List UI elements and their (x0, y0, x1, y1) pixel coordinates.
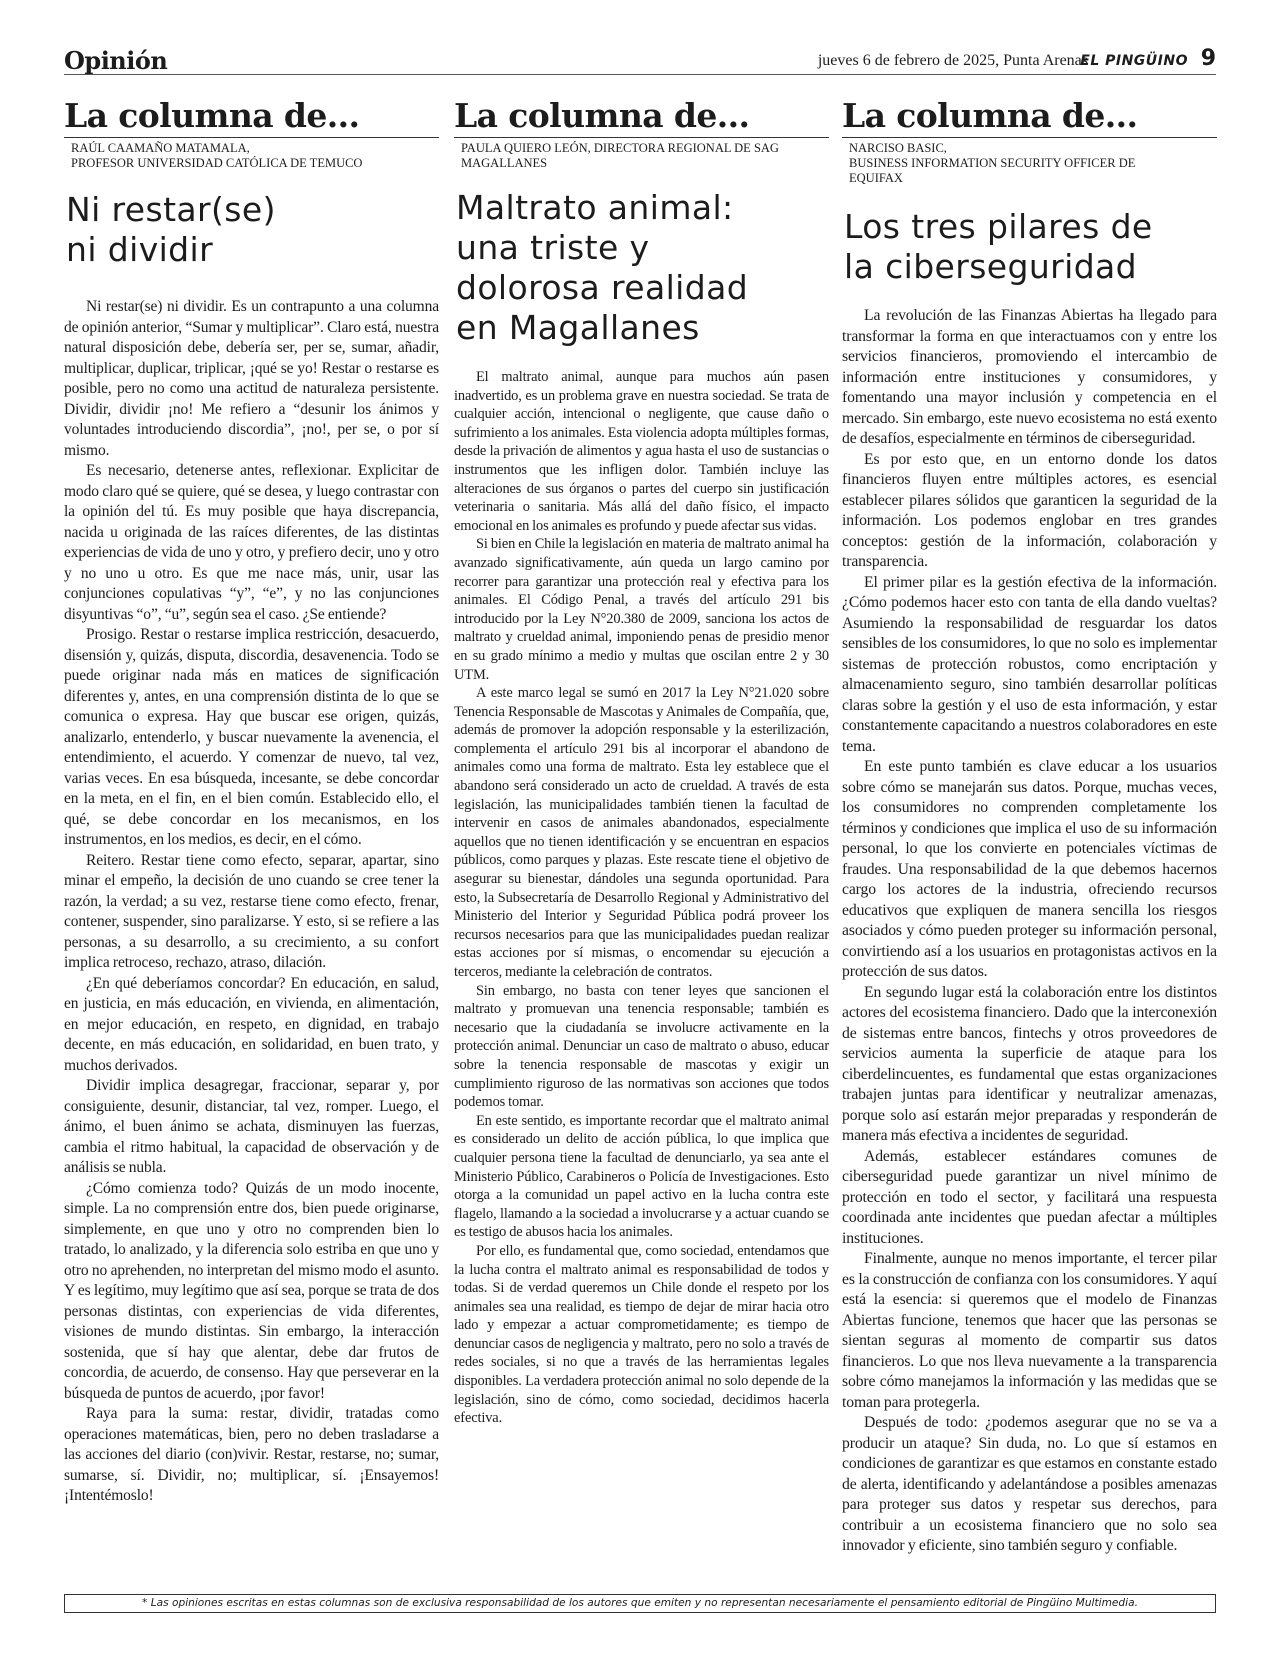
body-paragraph: El primer pilar es la gestión efectiva de la información. ¿Cómo podemos hacer esto con tanta de ella dando vueltas? Asumiendo la responsabilidad de resguardar los datos sensibles de los consumidores, lo que no solo es implementar sistemas de protección robustos, como encriptación y almacenamiento seguro, sino también desarrollar políticas claras sobre la gestión y el uso de esta información, y estar constantemente capacitando a nuestros colaboradores en este tema. (842, 573, 1217, 755)
body-paragraph: En este punto también es clave educar a los usuarios sobre cómo se manejarán sus datos. Porque, muchas veces, los consumidores no comprenden completamente los términos y condiciones que implica el uso de su información personal, lo que los convierte en potenciales víctimas de fraudes. Una responsabilidad de la que debemos hacernos cargo los actores de la industria, ofreciendo recursos educativos que expliquen de manera sencilla los riesgos asociados y cómo pueden proteger su información personal, convirtiendo así a los usuarios en protagonistas activos en la protección de sus datos. (842, 758, 1217, 980)
article-body (842, 306, 1217, 1557)
page-header (64, 46, 1216, 75)
article-body (454, 368, 829, 1428)
article-title (842, 207, 1217, 287)
newspaper-logo: EL PINGÜINO (1080, 53, 1188, 69)
body-paragraph: Sin embargo, no basta con tener leyes que sancionen el maltrato y promuevan una tenencia responsable; también es necesario que la ciudadanía se involucre activamente en la protección animal. Denunciar un caso de maltrato o abuso, educar sobre la tenencia responsable de mascotas y exigir un cumplimiento riguroso de las normativas son acciones que todos podemos tomar. (454, 982, 829, 1111)
editorial-disclaimer: * Las opiniones escritas en estas columnas son de exclusiva responsabilidad de los autores que emiten y no representan necesariamente el pensamiento editorial de Pingüino Multimedia. (64, 1594, 1216, 1613)
column-kicker: La columna de... (842, 96, 1217, 138)
body-paragraph: Prosigo. Restar o restarse implica restricción, desacuerdo, disensión y, quizás, disputa, discordia, desavenencia. Todo se puede originar nada más en matices de significación diferentes y, antes, en una comprensión distinta de lo que se comunica o expresa. Hay que buscar ese origen, quizás, analizarlo, entenderlo, y buscar nuevamente la avenencia, el entendimiento, el acuerdo. Y comenzar de nuevo, tal vez, varias veces. En esa búsqueda, incesante, se debe concordar en la meta, en el fin, en el bien común. Establecido ello, el qué, se debe concordar en los mecanismos, en los instrumentos, en los medios, es decir, en el cómo. (64, 626, 439, 848)
body-paragraph: En este sentido, es importante recordar que el maltrato animal es considerado un delito de acción pública, lo que implica que cualquier persona tiene la facultad de denunciarlo, ya sea ante el Ministerio Público, Carabineros o Policía de Investigaciones. Esto otorga a la comunidad un papel activo en la lucha contra este flagelo, llamando a la sociedad a involucrarse y a actuar cuando se es testigo de abusos hacia los animales. (454, 1112, 829, 1241)
title-line: Los tres pilares de (844, 207, 1153, 246)
author-line: PROFESOR UNIVERSIDAD CATÓLICA DE TEMUCO (71, 156, 363, 170)
body-paragraph: ¿En qué deberíamos concordar? En educación, en salud, en justicia, en más educación, en vivienda, en alimentación, en mejor educación, en respeto, en dignidad, en trabajo decente, en más educación, en solidaridad, en buen trato, y muchos derivados. (64, 974, 439, 1074)
author-line: RAÚL CAAMAÑO MATAMALA, (71, 141, 250, 155)
title-line: Ni restar(se) (66, 190, 276, 229)
author-line: BUSINESS INFORMATION SECURITY OFFICER DE (849, 156, 1136, 170)
body-paragraph: Dividir implica desagregar, fraccionar, separar y, por consiguiente, desunir, distanciar, tal vez, romper. Luego, el ánimo, el buen ánimo se achata, disminuyen las fuerzas, cambia el ritmo habitual, la capacidad de observación y de análisis se nubla. (64, 1077, 439, 1176)
body-paragraph: Después de todo: ¿podemos asegurar que no se va a producir un ataque? Sin duda, no. Lo que sí estamos en condiciones de garantizar es que estamos en constante estado de alerta, identificando y adelantándose a posibles amenazas para proteger sus datos y respetar sus derechos, para contribuir a un ecosistema financiero que no solo sea innovador y eficiente, sino también seguro y confiable. (842, 1414, 1217, 1554)
article-body (64, 297, 439, 1507)
body-paragraph: Por ello, es fundamental que, como sociedad, entendamos que la lucha contra el maltrato animal es responsabilidad de todos y todas. Si de verdad queremos un Chile donde el respeto por los animales sea una realidad, es tiempo de dejar de mirar hacia otro lado y empezar a actuar comprometidamente; es tiempo de denunciar casos de negligencia y maltrato, pero no solo a través de redes sociales, si no que a través de las herramientas legales disponibles. La verdadera protección animal no solo depende de la legislación, sino de cómo, como sociedad, decidimos hacerla efectiva. (454, 1242, 829, 1427)
column-kicker: La columna de... (454, 96, 829, 138)
body-paragraph: En segundo lugar está la colaboración entre los distintos actores del ecosistema financiero. Dado que la interconexión de sistemas entre bancos, fintechs y otros proveedores de servicios aumenta la superficie de ataque para los ciberdelincuentes, es fundamental que estas organizaciones trabajen juntas para identificar y neutralizar amenazas, porque solo así estarán mejor preparadas y responderán de manera más efectiva a incidentes de seguridad. (842, 983, 1217, 1144)
section-title: Opinión (64, 46, 168, 75)
title-line: ni dividir (66, 230, 214, 269)
body-paragraph: La revolución de las Finanzas Abiertas ha llegado para transformar la forma en que interactuamos con y entre los servicios financieros, promoviendo el intercambio de información entre instituciones y consumidores, y fomentando una mayor inclusión y competencia en el mercado. Sin embargo, este nuevo ecosistema no está exento de desafíos, especialmente en términos de ciberseguridad. (842, 307, 1217, 447)
body-paragraph: El maltrato animal, aunque para muchos aún pasen inadvertido, es un problema grave en nuestra sociedad. Se trata de cualquier acción, intencional o negligente, que cause daño o sufrimiento a los animales. Esta violencia adopta múltiples formas, desde la privación de alimentos y agua hasta el uso de sustancias o instrumentos que les infligen dolor. También incluye las alteraciones de sus órganos o partes del cuerpo sin justificación veterinaria o sanitaria. Más allá del daño físico, el impacto emocional en los animales es profundo y puede afectar sus vidas. (454, 369, 829, 534)
column-author (849, 141, 1217, 186)
opinion-column-3 (842, 96, 1217, 1557)
title-line: Maltrato animal: (456, 188, 734, 227)
body-paragraph: Es por esto que, en un entorno donde los datos financieros fluyen entre múltiples actores, es esencial establecer pilares sólidos que garanticen la seguridad de la información. Los podemos englobar en tres grandes conceptos: gestión de la información, colaboración y transparencia. (842, 450, 1217, 570)
body-paragraph: Si bien en Chile la legislación en materia de maltrato animal ha avanzado significativamente, aún queda un largo camino por recorrer para garantizar una protección real y efectiva para los animales. El Código Penal, a través del artículo 291 bis introducido por la Ley N°20.380 de 2009, sanciona los actos de maltrato y crueldad animal, imponiendo penas de presidio menor en su grado mínimo a medio y multas que oscilan entre 2 y 30 UTM. (454, 536, 829, 683)
title-line: una triste y (456, 228, 650, 267)
author-line: NARCISO BASIC, (849, 141, 947, 155)
title-line: en Magallanes (456, 308, 700, 347)
article-title (64, 190, 439, 270)
column-author (461, 141, 829, 171)
title-line: la ciberseguridad (844, 247, 1138, 286)
body-paragraph: Reitero. Restar tiene como efecto, separar, apartar, sino minar el empeño, la decisión de uno cuando se cree tener la razón, la verdad; a su vez, restarse tiene como efecto, frenar, contener, suspender, sino paralizarse. Y esto, si se refiere a las personas, a su desarrollo, a su crecimiento, a su confort implica retroceso, rechazo, atraso, dilación. (64, 851, 439, 971)
opinion-column-2 (454, 96, 829, 1428)
body-paragraph: A este marco legal se sumó en 2017 la Ley N°21.020 sobre Tenencia Responsable de Mascotas y Animales de Compañía, que, además de promover la adopción responsable y la esterilización, complementa el artículo 291 bis al incorporar el abandono de animales como una forma de maltrato. Esta ley establece que el abandono será considerado un acto de crueldad. A través de esta legislación, las municipalidades también tienen la facultad de intervenir en casos de animales abandonados, especialmente aquellos que no tienen identificación y se encuentran en espacios públicos, como parques y plazas. Este rescate tiene el objetivo de asegurar su bienestar, dándoles una segunda oportunidad. Para esto, la Subsecretaría de Desarrollo Regional y Administrativo del Ministerio del Interior y Seguridad Pública podrá proveer los recursos necesarios para que las municipalidades puedan realizar estas acciones por sí mismas, o encomendar su ejecución a terceros, mediante la celebración de contratos. (454, 685, 829, 980)
dateline: jueves 6 de febrero de 2025, Punta Arenas (817, 52, 1088, 69)
author-line: MAGALLANES (461, 156, 548, 170)
body-paragraph: Raya para la suma: restar, dividir, tratadas como operaciones matemáticas, bien, pero no deben trasladarse a las acciones del diario (con)vivir. Restar, restarse, no; sumar, sumarse, sí. Dividir, no; multiplicar, sí. ¡Ensayemos! ¡Intentémoslo! (64, 1405, 439, 1504)
body-paragraph: Ni restar(se) ni dividir. Es un contrapunto a una columna de opinión anterior, “Sumar y multiplicar”. Claro está, nuestra natural disposición debe, debería ser, per se, sumar, añadir, multiplicar, duplicar, triplicar, ¡qué se yo! Restar o restarse es posible, pero no como una actitud de naturaleza persistente. Dividir, dividir ¡no! Me refiero a “desunir los ánimos y voluntades introduciendo discordia”, ¡no!, per se, o por sí mismo. (64, 298, 439, 459)
body-paragraph: Además, establecer estándares comunes de ciberseguridad puede garantizar un nivel mínimo de protección en todo el sector, y facilitará una respuesta coordinada ante incidentes que puedan afectar a múltiples instituciones. (842, 1147, 1217, 1247)
page-number: 9 (1200, 46, 1216, 71)
body-paragraph: Es necesario, detenerse antes, reflexionar. Explicitar de modo claro qué se quiere, qué se desea, y luego contrastar con la opinión del tú. Es muy posible que haya discrepancia, nacida u originada de las raíces diferentes, de las distintas experiencias de vida de uno y otro, y prefiero decir, uno y otro y no uno u otro. Es que me nace más, unir, usar las conjunciones copulativas “y”, “e”, y no las conjunciones disyuntivas “o”, “u”, según sea el caso. ¿Se entiende? (64, 462, 439, 623)
opinion-column-1 (64, 96, 439, 1507)
body-paragraph: Finalmente, aunque no menos importante, el tercer pilar es la construcción de confianza con los consumidores. Y aquí está la esencia: si queremos que el modelo de Finanzas Abiertas funcione, tenemos que hacer que las personas se sientan seguras al momento de compartir sus datos financieros. Lo que nos lleva nuevamente a la transparencia sobre cómo manejamos la información y las medidas que se toman para protegerla. (842, 1250, 1217, 1411)
column-kicker: La columna de... (64, 96, 439, 138)
author-line: EQUIFAX (849, 171, 903, 185)
article-title (454, 188, 829, 348)
author-line: PAULA QUIERO LEÓN, DIRECTORA REGIONAL DE SAG (461, 141, 779, 155)
title-line: dolorosa realidad (456, 268, 749, 307)
body-paragraph: ¿Cómo comienza todo? Quizás de un modo inocente, simple. La no comprensión entre dos, bien puede originarse, simplemente, en que uno y otro no comprenden bien lo tratado, lo analizado, y la diferencia solo estriba en que uno y otro no aprehenden, no interpretan del mismo modo el asunto. Y es legítimo, muy legítimo que así sea, porque se trata de dos personas distintas, con experiencias de vida diferentes, visiones de mundo distintas. Sin embargo, la interacción sostenida, que sí hay que alentar, debe dar frutos de concordia, de acuerdo, de consenso. Hay que perseverar en la búsqueda de puntos de acuerdo, ¡por favor! (64, 1179, 439, 1402)
column-author (71, 141, 439, 171)
